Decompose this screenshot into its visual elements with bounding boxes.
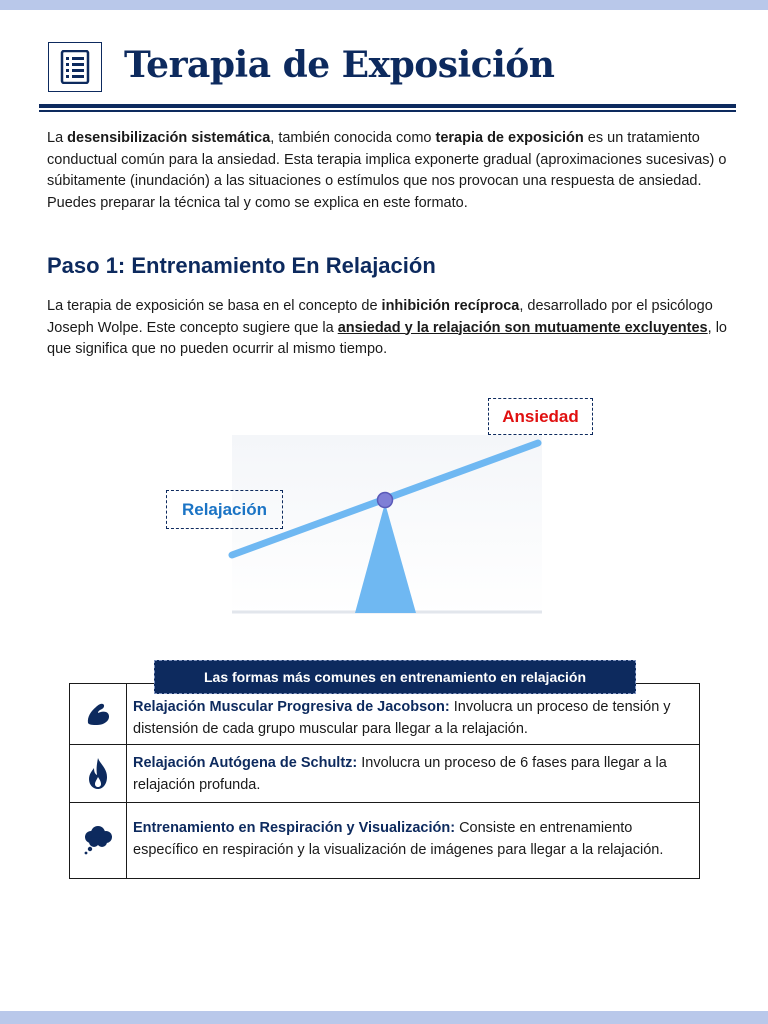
row-term: Relajación Muscular Progresiva de Jacobson:: [133, 699, 450, 715]
row-description: Entrenamiento en Respiración y Visualización: Consiste en entrenamiento específico en respiración y la visualización de imágenes para llegar a la relajación.: [133, 820, 664, 858]
thought-cloud-icon: [70, 803, 127, 878]
row-term: Relajación Autógena de Schultz:: [133, 755, 358, 771]
header-rule: [39, 104, 736, 108]
page-title: Terapia de Exposición: [124, 44, 555, 86]
term-terapia-exposicion: terapia de exposición: [435, 130, 584, 146]
term-inhibicion-reciproca: inhibición recíproca: [381, 298, 520, 314]
bottom-decorative-band: [0, 1011, 768, 1024]
term-mutuamente-excluyentes: ansiedad y la relajación son mutuamente excluyentes: [337, 319, 708, 336]
step1-title: Paso 1: Entrenamiento En Relajación: [47, 253, 436, 278]
table-row: [70, 803, 699, 878]
row-description: Relajación Muscular Progresiva de Jacobson: Involucra un proceso de tensión y distensión de cada grupo muscular para llegar a la relajación.: [133, 699, 671, 737]
flexed-arm-icon: [70, 684, 127, 744]
step1-paragraph: La terapia de exposición se basa en el concepto de inhibición recíproca, desarrollado por el psicólogo Joseph Wolpe. Este concepto sugiere que la ansiedad y la relajación son mutuamente excluyentes, lo que significa que no pueden ocurrir al mismo tiempo.: [47, 298, 727, 357]
row-term: Entrenamiento en Respiración y Visualización:: [133, 820, 456, 836]
table-header: Las formas más comunes en entrenamiento en relajación: [154, 660, 636, 694]
page-header: [48, 42, 738, 94]
relaxation-label: Relajación: [166, 490, 283, 529]
checklist-icon: [48, 42, 102, 92]
seesaw-pivot: [378, 493, 393, 508]
table-row: [70, 745, 699, 803]
flame-icon: [70, 745, 127, 802]
intro-paragraph: La desensibilización sistemática, también conocida como terapia de exposición es un tratamiento conductual común para la ansiedad. Esta terapia implica exponerte gradual (aproximaciones sucesivas) o súbitamente (inundación) a las situaciones o estímulos que nos provocan una respuesta de ansiedad. Puedes preparar la técnica tal y como se explica en este formato.: [47, 130, 727, 211]
relaxation-methods-table: [69, 683, 700, 879]
header-rule-thin: [39, 110, 736, 112]
term-desensibilizacion: desensibilización sistemática: [67, 130, 271, 146]
row-description: Relajación Autógena de Schultz: Involucra un proceso de 6 fases para llegar a la relajación profunda.: [133, 755, 667, 793]
anxiety-label: Ansiedad: [488, 398, 593, 435]
top-decorative-band: [0, 0, 768, 10]
